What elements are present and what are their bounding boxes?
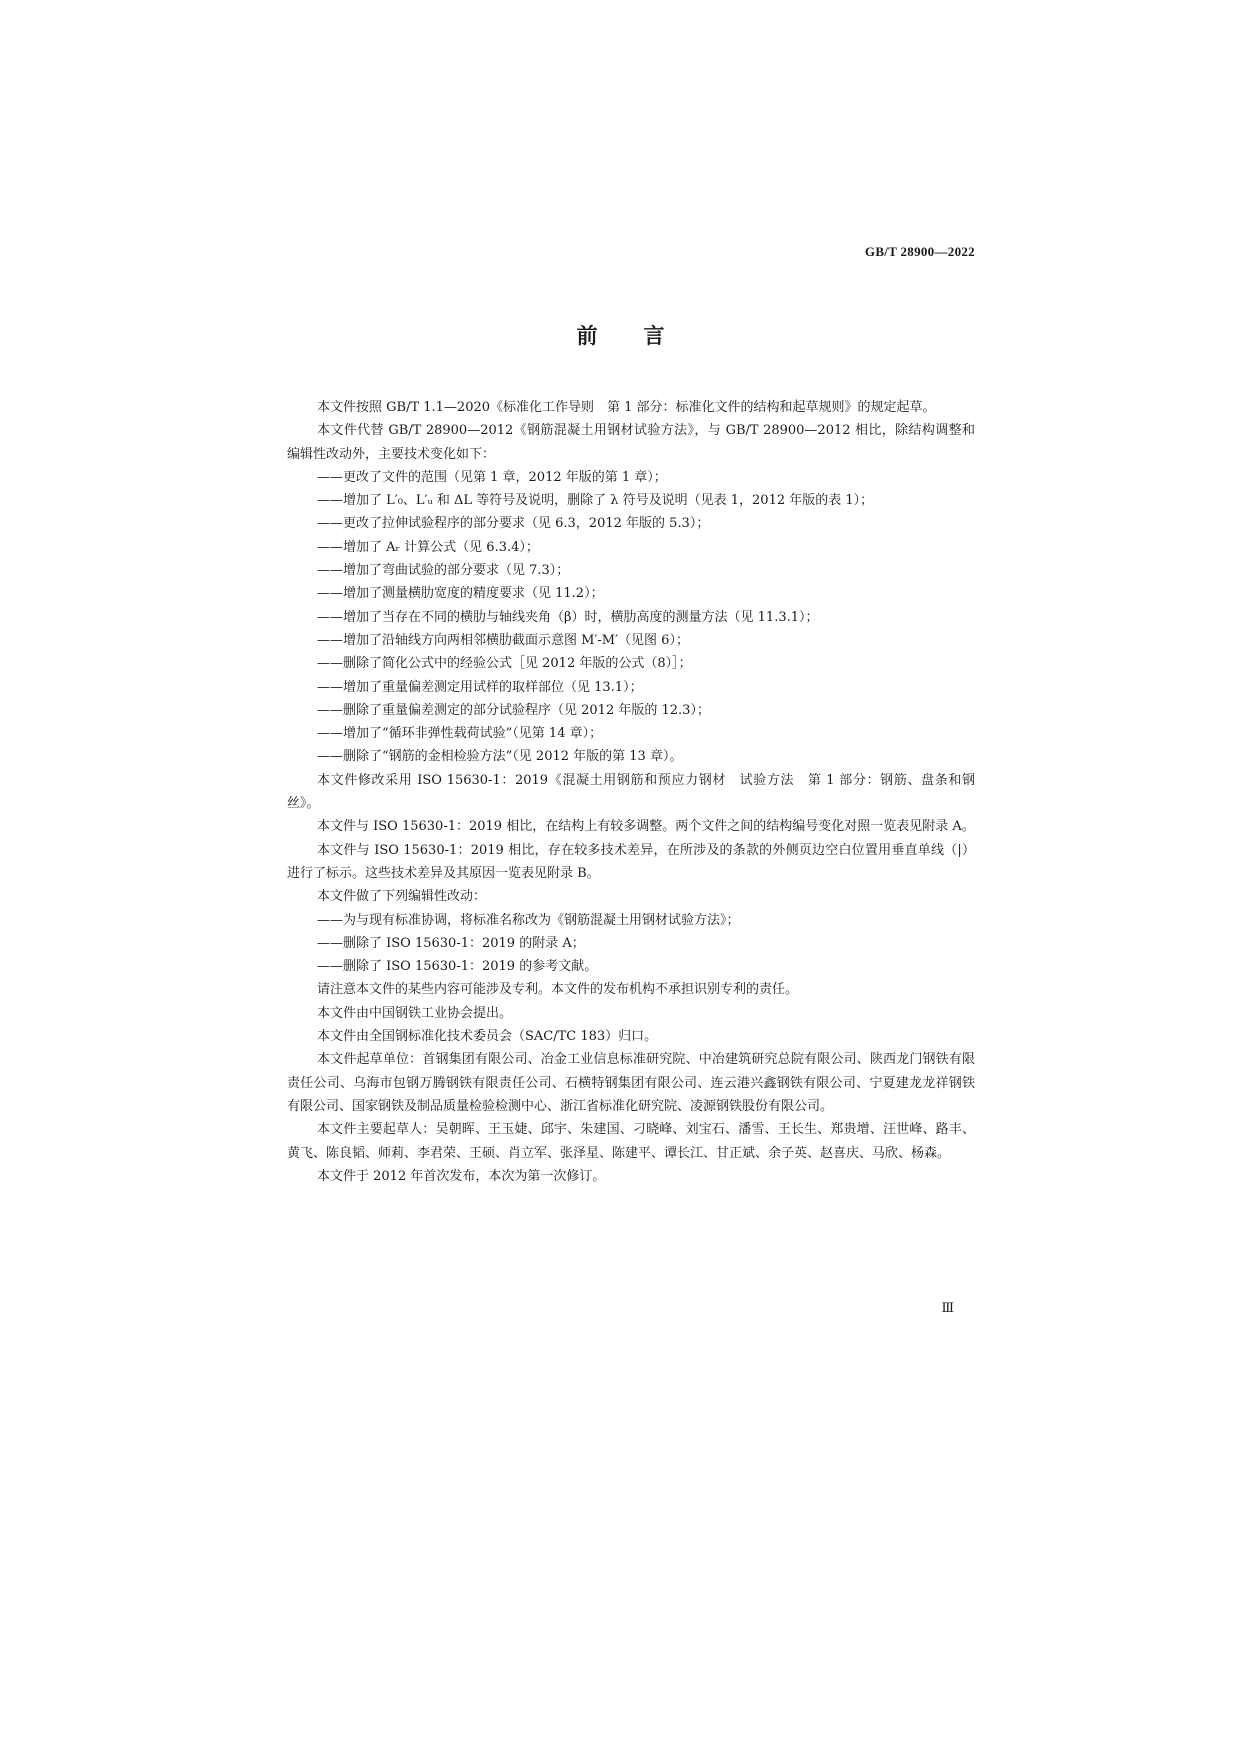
paragraph: 本文件与 ISO 15630-1：2019 相比，存在较多技术差异，在所涉及的条款的外侧页边空白位置用垂直单线（|）进行了标示。这些技术差异及其原因一览表见附录 B。 xyxy=(287,842,975,881)
paragraph: 请注意本文件的某些内容可能涉及专利。本文件的发布机构不承担识别专利的责任。 xyxy=(317,982,799,998)
list-item: ——增加了重量偏差测定用试样的取样部位（见 13.1）； xyxy=(317,679,643,695)
paragraph: 本文件起草单位：首钢集团有限公司、冶金工业信息标准研究院、中冶建筑研究总院有限公司、陕西龙门钢铁有限责任公司、乌海市包钢万腾钢铁有限责任公司、石横特钢集团有限公司、连云港兴鑫钢铁有限公司、宁夏建龙龙祥钢铁有限公司、国家钢铁及制品质量检验检测中心、浙江省标准化研究院、凌源钢铁股份有限公司。 xyxy=(287,1052,975,1114)
paragraph: 本文件修改采用 ISO 15630-1：2019《混凝土用钢筋和预应力钢材 试验方法 第 1 部分：钢筋、盘条和钢丝》。 xyxy=(287,772,975,812)
paragraph: 本文件由中国钢铁工业协会提出。 xyxy=(317,1005,513,1021)
paragraph: 本文件于 2012 年首次发布，本次为第一次修订。 xyxy=(317,1168,606,1184)
list-item: ——增加了 Aᵣ 计算公式（见 6.3.4）； xyxy=(317,539,539,555)
list-item: ——增加了当存在不同的横肋与轴线夹角（β）时，横肋高度的测量方法（见 11.3.1）； xyxy=(317,609,819,625)
list-item: ——删除了“钢筋的金相检验方法”（见 2012 年版的第 13 章）。 xyxy=(317,749,683,765)
page-title: 前言 xyxy=(576,324,711,348)
paragraph: 本文件按照 GB/T 1.1—2020《标准化工作导则 第 1 部分：标准化文件的结构和起草规则》的规定起草。 xyxy=(317,400,936,415)
list-item: ——增加了 L′₀、L′ᵤ 和 ΔL 等符号及说明，删除了 λ 符号及说明（见表 1，2012 年版的表 1）； xyxy=(317,493,874,509)
list-item: ——增加了弯曲试验的部分要求（见 7.3）； xyxy=(317,563,570,579)
list-item: ——删除了重量偏差测定的部分试验程序（见 2012 年版的 12.3）； xyxy=(317,702,710,718)
page-number: Ⅲ xyxy=(941,1300,954,1315)
document-code: GB/T 28900—2022 xyxy=(864,244,975,259)
paragraph: 本文件做了下列编辑性改动： xyxy=(317,889,487,905)
list-item: ——更改了文件的范围（见第 1 章，2012 年版的第 1 章）； xyxy=(317,469,667,485)
paragraph: 本文件由全国钢标准化技术委员会（SAC/TC 183）归口。 xyxy=(317,1029,658,1045)
list-item: ——更改了拉伸试验程序的部分要求（见 6.3，2012 年版的 5.3）； xyxy=(317,516,710,532)
paragraph: 本文件与 ISO 15630-1：2019 相比，在结构上有较多调整。两个文件之间的结构编号变化对照一览表见附录 A。 xyxy=(317,819,975,835)
list-item: ——增加了“循环非弹性载荷试验”（见第 14 章）； xyxy=(317,726,603,742)
paragraph: 本文件代替 GB/T 28900—2012《钢筋混凝土用钢材试验方法》，与 GB/T 28900—2012 相比，除结构调整和编辑性改动外，主要技术变化如下： xyxy=(287,423,975,462)
list-item: ——增加了测量横肋宽度的精度要求（见 11.2）； xyxy=(317,586,604,602)
list-item: ——为与现有标准协调，将标准名称改为《钢筋混凝土用钢材试验方法》； xyxy=(317,912,740,928)
list-item: ——删除了 ISO 15630-1：2019 的参考文献。 xyxy=(317,959,598,975)
list-item: ——删除了简化公式中的经验公式［见 2012 年版的公式（8）］； xyxy=(317,656,692,672)
list-item: ——删除了 ISO 15630-1：2019 的附录 A； xyxy=(317,935,585,951)
paragraph: 本文件主要起草人：吴朝晖、王玉婕、邱宇、朱建国、刁晓峰、刘宝石、潘雪、王长生、郑贵增、汪世峰、路丰、黄飞、陈良韬、师莉、李君荣、王硕、肖立军、张泽星、陈建平、谭长江、甘正斌、余子英、赵喜庆、马欣、杨森。 xyxy=(287,1122,975,1161)
list-item: ——增加了沿轴线方向两相邻横肋截面示意图 M′-M′（见图 6）； xyxy=(317,632,689,648)
foreword-body xyxy=(287,396,975,1188)
